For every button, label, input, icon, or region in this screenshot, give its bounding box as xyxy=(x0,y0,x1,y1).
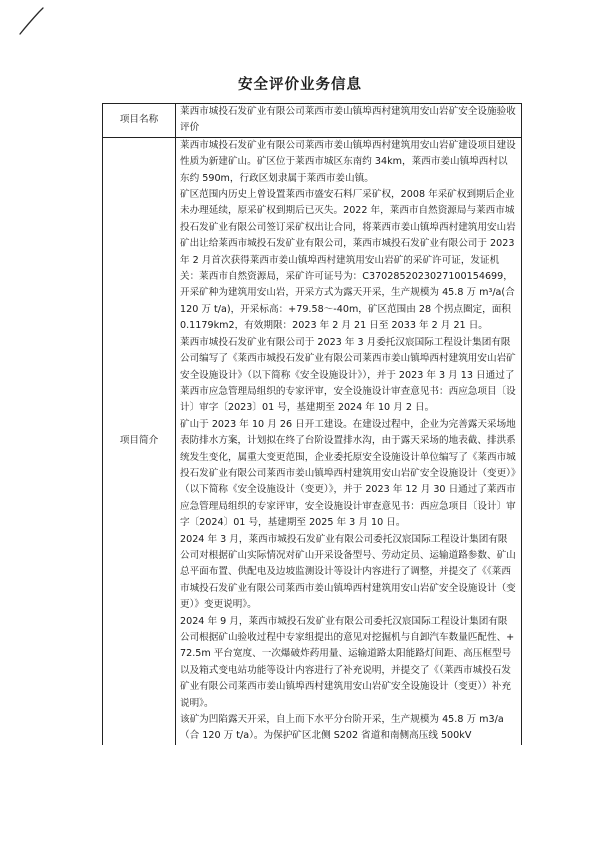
info-table xyxy=(102,103,522,745)
project-name-label: 项目名称 xyxy=(103,104,176,138)
intro-paragraph: 莱西市城投石发矿业有限公司莱西市姜山镇埠西村建筑用安山岩矿建设项目建设性质为新建矿山。矿区位于莱西市城区东南约 34km，莱西市姜山镇埠西村以东约 590m，行政区划隶属于莱西市姜山镇。 xyxy=(180,139,516,184)
project-intro-row xyxy=(103,137,522,745)
pen-stroke-mark xyxy=(0,0,60,50)
project-intro-label: 项目简介 xyxy=(103,137,176,745)
page-title: 安全评价业务信息 xyxy=(238,77,362,93)
intro-paragraph: 莱西市城投石发矿业有限公司于 2023 年 3 月委托汉宸国际工程设计集团有限公司编写了《莱西市城投石发矿业有限公司莱西市姜山镇埠西村建筑用安山岩矿安全设施设计》（以下简称《安全设施设计》），并于 2023 年 3 月 13 日通过了莱西市应急管理局组织的专家评审，安全设施设计审查意见书：西应急项目〔设计〕审字〔2023〕01 号，基建期至 2024 年 10 月 2 日。 xyxy=(180,336,516,414)
intro-paragraph: 2024 年 9 月，莱西市城投石发矿业有限公司委托汉宸国际工程设计集团有限公司根据矿山验收过程中专家组提出的意见对挖掘机与自卸汽车数量匹配性、+72.5m 平台宽度、一次爆破炸药用量、运输道路太阳能路灯间距、高压框型号以及箱式变电站功能等设计内容进行了补充说明，并提交了《（莱西市城投石发矿业有限公司莱西市姜山镇埠西村建筑用安山岩矿安全设施设计（变更））补充说明》。 xyxy=(180,615,515,709)
project-name-value: 莱西市城投石发矿业有限公司莱西市姜山镇埠西村建筑用安山岩矿安全设施验收评价 xyxy=(176,104,522,138)
intro-paragraph: 该矿为凹陷露天开采，自上而下水平分台阶开采，生产规模为 45.8 万 m3/a（合 120 万 t/a）。为保护矿区北侧 S202 省道和南侧高压线 500kV xyxy=(180,714,504,742)
intro-paragraph: 2024 年 3 月，莱西市城投石发矿业有限公司委托汉宸国际工程设计集团有限公司对根据矿山实际情况对矿山开采设备型号、劳动定员、运输道路参数、矿山总平面布置、供配电及边坡监测设计等设计内容进行了调整，并提交了《《莱西市城投石发矿业有限公司莱西市姜山镇埠西村建筑用安山岩矿安全设施设计（变更）》变更说明》。 xyxy=(180,533,516,611)
project-intro-content xyxy=(176,137,522,745)
project-name-row xyxy=(103,104,522,138)
intro-paragraph: 矿区范围内历史上曾设置莱西市盛安石料厂采矿权，2008 年采矿权到期后企业未办理延续，原采矿权到期后已灭失。2022 年，莱西市自然资源局与莱西市城投石发矿业有限公司签订采矿权出让合同，将莱西市姜山镇埠西村建筑用安山岩矿出让给莱西市城投石发矿业有限公司，莱西市城投石发矿业有限公司于 2023 年 2 月首次获得莱西市姜山镇埠西村建筑用安山岩矿的采矿许可证，发证机关：莱西市自然资源局，采矿许可证号为：C3702852023027100154699，开采矿种为建筑用安山岩，开采方式为露天开采，生产规模为 45.8 万 m³/a(合 120 万 t/a)，开采标高：+79.58～-40m，矿区范围由 28 个拐点圈定，面积 0.1179km2，有效期限：2023 年 2 月 21 日至 2033 年 2 月 21 日。 xyxy=(180,189,516,332)
intro-paragraph: 矿山于 2023 年 10 月 26 日开工建设。在建设过程中，企业为完善露天采场地表防排水方案，计划拟在终了台阶设置排水沟，由于露天采场的地表截、排洪系统发生变化，属重大变更范围，企业委托原安全设施设计单位编写了《莱西市城投石发矿业有限公司莱西市姜山镇埠西村建筑用安山岩矿安全设施设计（变更）》（以下简称《安全设施设计（变更）》，并于 2023 年 12 月 30 日通过了莱西市应急管理局组织的专家评审，安全设施设计审查意见书：西应急项目〔设计〕审字〔2024〕01 号，基建期至 2025 年 3 月 10 日。 xyxy=(180,418,516,529)
